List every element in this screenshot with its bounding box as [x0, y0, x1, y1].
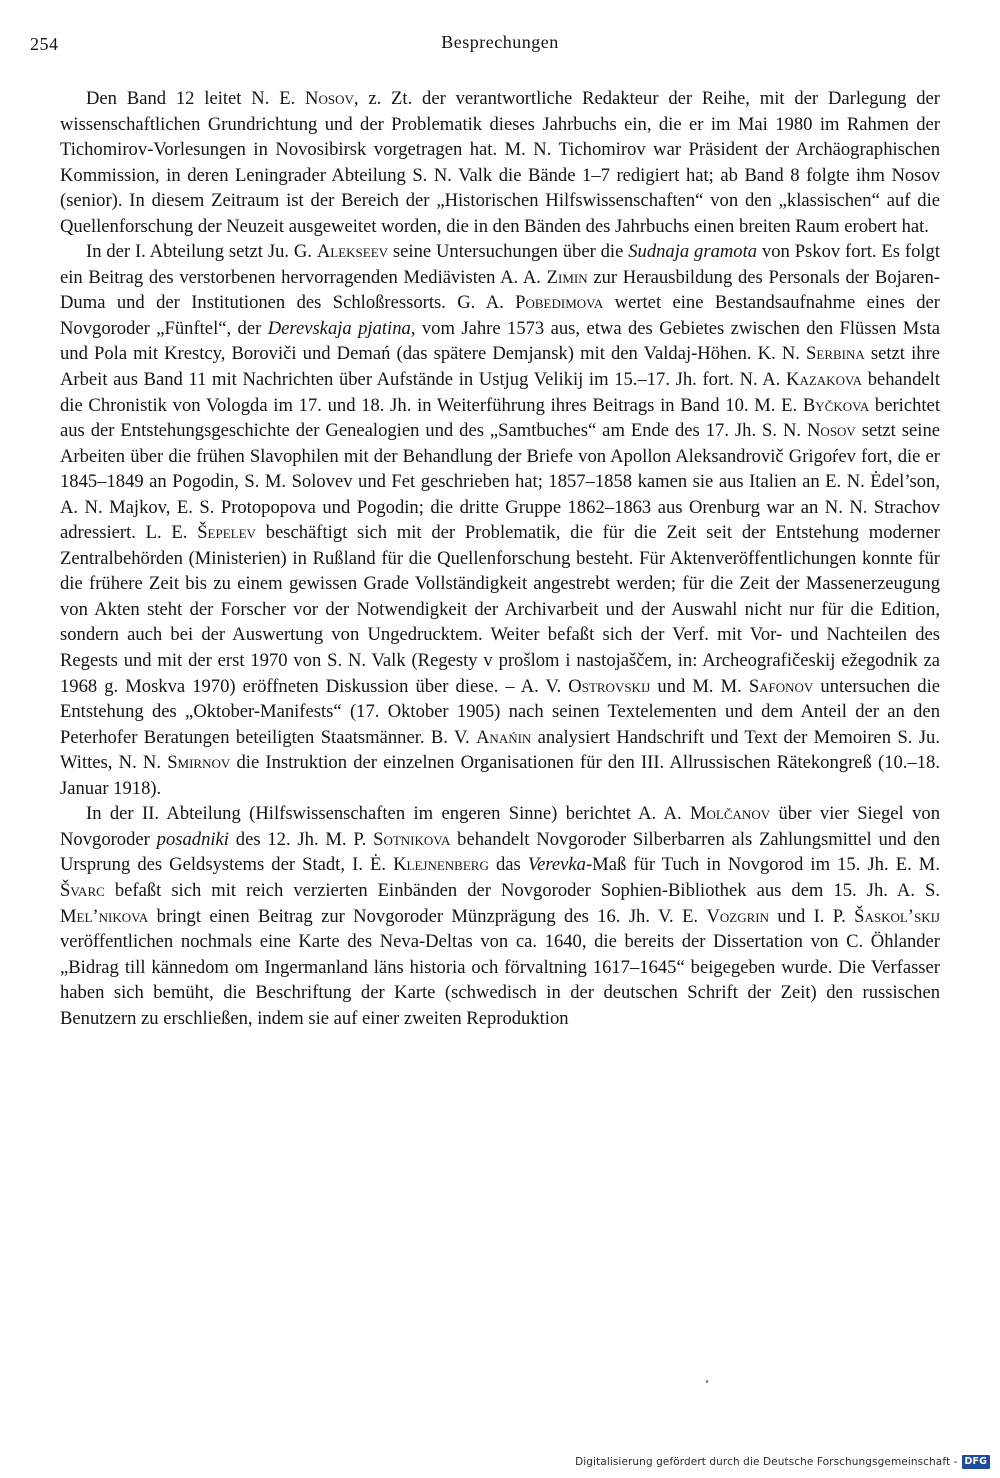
- author-name: Šepelev: [197, 522, 256, 544]
- text-run: -Maß für Tuch in Novgorod im 15. Jh. E. M.: [585, 854, 940, 876]
- italic-term: Sudnaja gramota: [628, 241, 758, 263]
- author-name: Alekseev: [316, 241, 389, 263]
- text-run: des 12. Jh. M. P.: [228, 828, 374, 850]
- text-run: bringt einen Beitrag zur Novgoroder Münzprägung des 16. Jh. V. E.: [148, 905, 707, 927]
- text-run: behandelt Novgoroder Silberbarren als Zahlungsmittel und den Ursprung des Geldsystems der Stadt, I. Ė.: [60, 828, 940, 876]
- text-run: vom Jahre 1573 aus, etwa des Gebietes zwischen den Flüssen Msta und Pola mit Krestcy, Boroviči und Demań (das spätere Demjansk) mit den Valdaj-Höhen. K. N.: [60, 317, 940, 365]
- text-run: befaßt sich mit reich verzierten Einbänden der Novgoroder Sophien-Bibliothek aus dem 15. Jh. A. S.: [104, 879, 940, 901]
- text-run: In der II. Abteilung (Hilfswissenschaften im engeren Sinne) berichtet A. A.: [86, 803, 691, 825]
- text-run: In der I. Abteilung setzt Ju. G.: [86, 241, 317, 263]
- text-run: seine Untersuchungen über die: [388, 241, 629, 263]
- author-name: Anańin: [476, 726, 532, 748]
- author-name: Byčkova: [802, 394, 870, 416]
- author-name: Kazakova: [786, 369, 863, 391]
- paragraph-1: [60, 86, 940, 239]
- author-name: Zimin: [546, 266, 588, 288]
- author-name: Safonov: [748, 675, 814, 697]
- text-run: setzt ihre Arbeit aus Band 11 mit Nachrichten über Aufstände in Ustjug Velikij im 15.–17. Jh. fort. N. A.: [60, 343, 941, 391]
- text-run: untersuchen die Entstehung des „Oktober-Manifests“ (17. Oktober 1905) nach seinen Textelementen und dem Anteil der an den Peterhofer Beratungen beteiligten Staatsmänner. B. V.: [60, 675, 940, 748]
- text-run: Den Band 12 leitet N. E.: [86, 88, 306, 109]
- paragraph-2: [60, 239, 940, 801]
- author-name: Nosov: [305, 88, 354, 109]
- text-run: behandelt die Chronistik von Vologda im 17. und 18. Jh. in Weiterführung ihres Beitrags in Band 10. M. E.: [60, 369, 940, 416]
- text-run: das: [488, 854, 528, 876]
- italic-term: Derevskaja pjatina,: [267, 317, 416, 339]
- text-run: setzt seine Arbeiten über die frühen Slavophilen mit der Behandlung der Briefe von Apollon Aleksandrovič Grigoŕev fort, die er 1845–1849 an Pogodin, S. M. Solovev und Fet geschrieben hat; 1857–1858 kamen sie aus Italien an E. N. Ėdel’son, A. N. Majkov, E. S. Protopopova und Pogodin; die dritte Gruppe 1862–1863 aus Orenburg war an N. N. Strachov adressiert. L. E.: [60, 420, 940, 544]
- paragraph-3: [60, 801, 940, 1031]
- running-head: Besprechungen: [441, 32, 559, 52]
- author-name: Pobedimova: [515, 292, 604, 314]
- author-name: Molčanov: [690, 803, 771, 825]
- text-run: und M. M.: [650, 675, 749, 697]
- text-run: , z. Zt. der verantwortliche Redakteur der Reihe, mit der Darlegung der wissenschaftlichen Grundrichtung und der Problematik dieses Jahrbuchs ein, die er im Mai 1980 im Rahmen der Tichomirov-Vorlesungen in Novosibirsk vorgetragen hat. M. N. Tichomirov war Präsident der Archäographischen Kommission, in deren Leningrader Abteilung S. N. Valk die Bände 1–7 redigiert hat; ab Band 8 folgte ihm Nosov (senior). In diesem Zeitraum ist der Bereich der „Historischen Hilfswissenschaften“ von den „klassischen“ auf die Quellenforschung der Neuzeit ausgeweitet worden, die in den Bänden des Jahrbuchs einen breiten Raum erobert hat.: [60, 88, 940, 237]
- author-name: Ostrovskij: [568, 675, 651, 697]
- dfg-logo: DFG: [962, 1455, 990, 1469]
- text-run: über vier Siegel von Novgoroder: [60, 803, 940, 850]
- author-name: Vozgrin: [706, 905, 769, 927]
- article-body: [60, 86, 940, 1031]
- author-name: Serbina: [806, 343, 865, 365]
- author-name: Sotnikova: [373, 828, 451, 850]
- text-run: von Pskov fort. Es folgt ein Beitrag des verstorbenen hervorragenden Mediävisten A. A.: [60, 241, 941, 288]
- author-name: Smirnov: [167, 752, 231, 774]
- italic-term: posadniki: [156, 828, 229, 850]
- text-run: veröffentlichen nochmals eine Karte des Neva-Deltas von ca. 1640, die bereits der Dissertation von C. Öhlander „Bidrag till kännedom om Ingermanland läns historia och förvaltning 1617–1645“ beigegeben wurde. Die Verfasser haben sich bemüht, die Beschriftung der Karte (schwedisch in der deutschen Schrift der Zeit) den russischen Benutzern zu erschließen, indem sie auf einer zweiten Reproduktion: [60, 931, 940, 1029]
- text-run: und I. P.: [768, 905, 855, 927]
- text-run: berichtet aus der Entstehungsgeschichte der Genealogien und des „Samtbuches“ am Ende des 17. Jh. S. N.: [60, 394, 940, 442]
- text-run: zur Herausbildung des Personals der Bojaren-Duma und der Institutionen des Schloßressorts. G. A.: [60, 266, 940, 314]
- text-run: beschäftigt sich mit der Problematik, die für die Zeit seit der Entstehung moderner Zentralbehörden (Ministerien) in Rußland für die Quellenforschung besteht. Für Aktenveröffentlichungen konnte für die frühere Zeit bis zu einem gewissen Grade Vollständigkeit angestrebt werden; für die Zeit der Massenerzeugung von Akten steht der Forscher vor der Notwendigkeit der Archivarbeit und der Auswahl nicht nur für die Edition, sondern auch bei der Auswertung von Ungedrucktem. Weiter befaßt sich der Verf. mit Vor- und Nachteilen des Regests und mit der erst 1970 von S. N. Valk (Regesty v prošlom i nastojaščem, in: Archeografičeskij ežegodnik za 1968 g. Moskva 1970) eröffneten Diskussion über diese. – A. V.: [60, 522, 940, 697]
- author-name: Nosov: [807, 420, 856, 442]
- page-number: 254: [30, 34, 59, 54]
- italic-term: Verevka: [527, 854, 586, 876]
- author-name: Klejnenberg: [393, 854, 489, 876]
- text-run: analysiert Handschrift und Text der Memoiren S. Ju. Wittes, N. N.: [60, 726, 940, 774]
- author-name: Švarc: [60, 879, 105, 901]
- text-run: die Instruktion der einzelnen Organisationen für den III. Allrussischen Rätekongreß (10.–18. Januar 1918).: [60, 752, 940, 799]
- author-name: Šaskol’skij: [854, 905, 940, 927]
- credit-text: Digitalisierung gefördert durch die Deutsche Forschungsgemeinschaft -: [575, 1456, 958, 1468]
- text-run: wertet eine Bestandsaufnahme eines der Novgoroder „Fünftel“, der: [60, 292, 940, 339]
- scan-speck: [705, 1380, 708, 1384]
- digitization-credit: [575, 1454, 990, 1470]
- author-name: Mel’nikova: [60, 905, 149, 927]
